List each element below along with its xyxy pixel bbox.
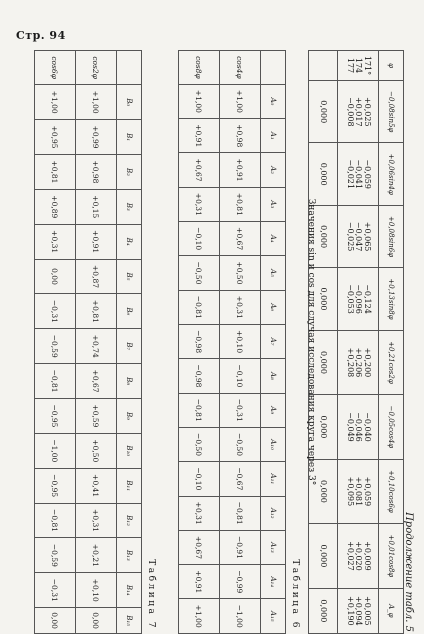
table7-header-cell: B₁₁ xyxy=(117,468,142,503)
table5-header-cell: +0,13sin8φ xyxy=(379,268,404,330)
table7-cell: +1,00 xyxy=(35,85,76,120)
table5-header-cell: +0,21cos2φ xyxy=(379,330,404,394)
table5-header-cell: A_φ xyxy=(379,588,404,633)
table7-cell: 0,00 xyxy=(35,608,76,634)
table6-header-cell: A₁₅ xyxy=(261,599,286,634)
table6-corner-cell xyxy=(261,51,286,85)
table7-cell: +0,31 xyxy=(76,503,117,538)
table6-cell: −0,31 xyxy=(220,393,261,427)
cell-value: +0,190 xyxy=(345,596,355,626)
table7-header-cell: B₄ xyxy=(117,224,142,259)
cell-value: +0,027 xyxy=(345,541,355,571)
table7-header-cell: B₉ xyxy=(117,399,142,434)
table7-cell: +0,87 xyxy=(76,259,117,294)
table7-header-cell: B₁ xyxy=(117,120,142,155)
cell-value: 0,000 xyxy=(319,287,329,311)
table6-cell: −0,81 xyxy=(179,393,220,427)
table7-cell: +0,21 xyxy=(76,538,117,573)
phi-value: 171° xyxy=(362,55,372,76)
table6-header-cell: A₂ xyxy=(261,153,286,187)
table-7 xyxy=(34,50,142,634)
table5-header-cell: +0,08sin6φ xyxy=(379,205,404,267)
cell-value: +0,059 xyxy=(362,476,372,507)
cell-value: 0,000 xyxy=(319,415,329,439)
table6-cell: +0,10 xyxy=(220,324,261,358)
table7-header-cell: B₂ xyxy=(117,155,142,190)
cell-value: +0,065 xyxy=(362,221,372,252)
table7-cell: −0,31 xyxy=(35,294,76,329)
table6-header-cell: A₄ xyxy=(261,222,286,256)
table6-header-cell: A₈ xyxy=(261,359,286,393)
table6-header-cell: A₆ xyxy=(261,290,286,324)
table7-header-row xyxy=(117,51,142,634)
table6-cell: +0,91 xyxy=(179,119,220,153)
table6-cell: +0,50 xyxy=(220,256,261,290)
table7-cell: +0,31 xyxy=(35,224,76,259)
table7-cell: +0,91 xyxy=(76,224,117,259)
table7-cell: +0,10 xyxy=(76,573,117,608)
table6-header-cell: A₀ xyxy=(261,84,286,118)
table-row xyxy=(338,51,379,634)
table5-header-row xyxy=(379,51,404,634)
cell-value: −0,040 xyxy=(362,412,372,442)
table7-header-cell: B₁₅ xyxy=(117,608,142,634)
cell-value: −0,021 xyxy=(345,159,355,189)
table6-cell: −0,81 xyxy=(220,496,261,530)
table6-cell: −0,91 xyxy=(220,530,261,564)
table6-cell: +0,91 xyxy=(220,153,261,187)
table5-cell xyxy=(338,588,379,633)
table6-cell: +0,81 xyxy=(220,187,261,221)
table7-cell: 0,00 xyxy=(35,259,76,294)
table5-header-cell: +0,06sin4φ xyxy=(379,143,404,205)
cell-value: +0,020 xyxy=(354,541,364,571)
cell-value: 0,000 xyxy=(319,544,329,568)
table6-cell: −0,98 xyxy=(179,324,220,358)
table6-cell: +0,67 xyxy=(179,530,220,564)
table6-cell: −0,10 xyxy=(179,462,220,496)
table7-header-cell: B₈ xyxy=(117,364,142,399)
table6-header-cell: A₇ xyxy=(261,324,286,358)
table7-cell: +0,67 xyxy=(76,364,117,399)
table7-cell: −0,95 xyxy=(35,468,76,503)
table6-header-cell: A₁ xyxy=(261,119,286,153)
cell-value: +0,025 xyxy=(362,96,372,127)
table5-cell xyxy=(338,205,379,267)
table6-header-cell: A₁₀ xyxy=(261,427,286,461)
cell-value: +0,017 xyxy=(354,96,364,127)
cell-value: +0,081 xyxy=(354,476,364,507)
table6-cell: −0,99 xyxy=(220,565,261,599)
cell-value: −0,008 xyxy=(345,96,355,127)
table5-header-cell: +0,10cos6φ xyxy=(379,459,404,523)
cell-value: −0,053 xyxy=(345,284,355,314)
table5-header-cell: −0,08sin5φ xyxy=(379,81,404,143)
table7-cell: +0,15 xyxy=(76,189,117,224)
table6-cell: −0,81 xyxy=(179,290,220,324)
table6-header-cell: A₁₄ xyxy=(261,565,286,599)
table6-header-cell: A₃ xyxy=(261,187,286,221)
table5-cell xyxy=(338,268,379,330)
table5-header-cell: −0,05cos4φ xyxy=(379,395,404,459)
cell-value: +0,095 xyxy=(345,476,355,507)
table7-cell: +0,98 xyxy=(76,155,117,190)
phi-value: 174 xyxy=(354,57,364,74)
table6-cell: −0,50 xyxy=(220,427,261,461)
table5-phi-cell xyxy=(338,51,379,81)
table6-cell: +0,31 xyxy=(179,187,220,221)
table6-header-cell: A₁₁ xyxy=(261,462,286,496)
table7-header-cell: B₁₃ xyxy=(117,538,142,573)
cell-value: −0,096 xyxy=(354,284,364,314)
table7-cell: −0,81 xyxy=(35,364,76,399)
table6-cell: −0,98 xyxy=(179,359,220,393)
table6-row-label: cos8φ xyxy=(179,51,220,85)
table7-label: Таблица 7 xyxy=(146,559,156,630)
table7-cell: +0,99 xyxy=(76,120,117,155)
table6-cell: +1,00 xyxy=(220,84,261,118)
cell-value: −0,041 xyxy=(354,159,364,189)
table6-cell: −0,10 xyxy=(179,222,220,256)
table7-cell: +0,81 xyxy=(35,155,76,190)
table6-cell: +0,98 xyxy=(220,119,261,153)
cell-value: +0,009 xyxy=(362,541,372,571)
table6-cell: −1,00 xyxy=(220,599,261,634)
table6-cell: +0,31 xyxy=(220,290,261,324)
table5-continuation-label: Продолжение табл. 5 xyxy=(403,512,414,632)
table5-cell xyxy=(338,143,379,205)
table6-header-cell: A₉ xyxy=(261,393,286,427)
table6-label: Таблица 6 xyxy=(290,559,300,630)
table7-header-cell: B₆ xyxy=(117,294,142,329)
table7-corner-cell xyxy=(117,51,142,85)
cell-value: −0,049 xyxy=(345,412,355,442)
table6-cell: −0,10 xyxy=(220,359,261,393)
table6-cell: −0,50 xyxy=(179,427,220,461)
table5-header-cell: +0,01cos8φ xyxy=(379,524,404,588)
table7-header-cell: B₅ xyxy=(117,259,142,294)
table6-row-label: cos4φ xyxy=(220,51,261,85)
table7-cell: +0,59 xyxy=(76,399,117,434)
table7-cell: −0,59 xyxy=(35,329,76,364)
table-row xyxy=(179,51,220,634)
table7-cell: −0,31 xyxy=(35,573,76,608)
table-row xyxy=(220,51,261,634)
table6-header-row xyxy=(261,51,286,634)
table7-header-cell: B₃ xyxy=(117,189,142,224)
rotated-page-content xyxy=(6,50,418,634)
cell-value: 0,000 xyxy=(319,225,329,249)
table7-cell: +0,95 xyxy=(35,120,76,155)
table7-cell: −0,81 xyxy=(35,503,76,538)
cell-value: +0,005 xyxy=(362,596,372,626)
table7-cell: +0,74 xyxy=(76,329,117,364)
cell-value: +0,200 xyxy=(362,347,372,378)
table6-cell: +0,31 xyxy=(179,496,220,530)
cell-value: +0,208 xyxy=(345,347,355,378)
table5-cell xyxy=(338,330,379,394)
cell-value: −0,046 xyxy=(354,412,364,442)
trig-values-title: Значения sin и cos для случая исследования круга через 3° xyxy=(306,198,316,486)
table7-header-cell: B₁₂ xyxy=(117,503,142,538)
table7-cell: 0,00 xyxy=(76,608,117,634)
table6-cell: +1,00 xyxy=(179,84,220,118)
table6-header-cell: A₁₂ xyxy=(261,496,286,530)
table7-cell: −1,00 xyxy=(35,433,76,468)
table6-header-cell: A₅ xyxy=(261,256,286,290)
table7-header-cell: B₇ xyxy=(117,329,142,364)
cell-value: +0,094 xyxy=(354,596,364,626)
table7-cell: +0,50 xyxy=(76,433,117,468)
table7-cell: +1,00 xyxy=(76,85,117,120)
table6-cell: −0,67 xyxy=(220,462,261,496)
table6-cell: +0,67 xyxy=(220,222,261,256)
cell-value: 0,000 xyxy=(319,351,329,374)
table5-cell xyxy=(338,81,379,143)
cell-value: 0,000 xyxy=(319,162,329,186)
table6-header-cell: A₁₃ xyxy=(261,530,286,564)
table5-cell xyxy=(338,395,379,459)
table7-row-label: cos6φ xyxy=(35,51,76,85)
table5-cell xyxy=(338,459,379,523)
table6-cell: +0,67 xyxy=(179,153,220,187)
cell-value: −0,124 xyxy=(362,284,372,314)
table7-header-cell: B₀ xyxy=(117,85,142,120)
cell-value: −0,059 xyxy=(362,159,372,189)
cell-value: 0,000 xyxy=(319,479,329,503)
table-row xyxy=(76,51,117,634)
table7-row-label: cos2φ xyxy=(76,51,117,85)
cell-value: −0,047 xyxy=(354,221,364,252)
page-number-header: Стр. 94 xyxy=(16,29,66,42)
cell-value: +0,206 xyxy=(354,347,364,378)
table7-cell: +0,89 xyxy=(35,189,76,224)
table-6 xyxy=(178,50,286,634)
table6-cell: +1,00 xyxy=(179,599,220,634)
cell-value: 0,000 xyxy=(319,599,329,623)
table7-cell: −0,59 xyxy=(35,538,76,573)
phi-value: 177 xyxy=(345,57,355,74)
cell-value: −0,025 xyxy=(345,221,355,252)
table6-cell: −0,50 xyxy=(179,256,220,290)
table5-cell xyxy=(338,524,379,588)
table7-cell: +0,41 xyxy=(76,468,117,503)
table7-cell: −0,95 xyxy=(35,399,76,434)
cell-value: 0,000 xyxy=(319,100,329,124)
table5-header-cell: φ xyxy=(379,51,404,81)
table-5 xyxy=(308,50,404,634)
table-row xyxy=(35,51,76,634)
table6-cell: +0,91 xyxy=(179,565,220,599)
table7-cell: +0,81 xyxy=(76,294,117,329)
table7-header-cell: B₁₄ xyxy=(117,573,142,608)
table7-header-cell: B₁₀ xyxy=(117,433,142,468)
